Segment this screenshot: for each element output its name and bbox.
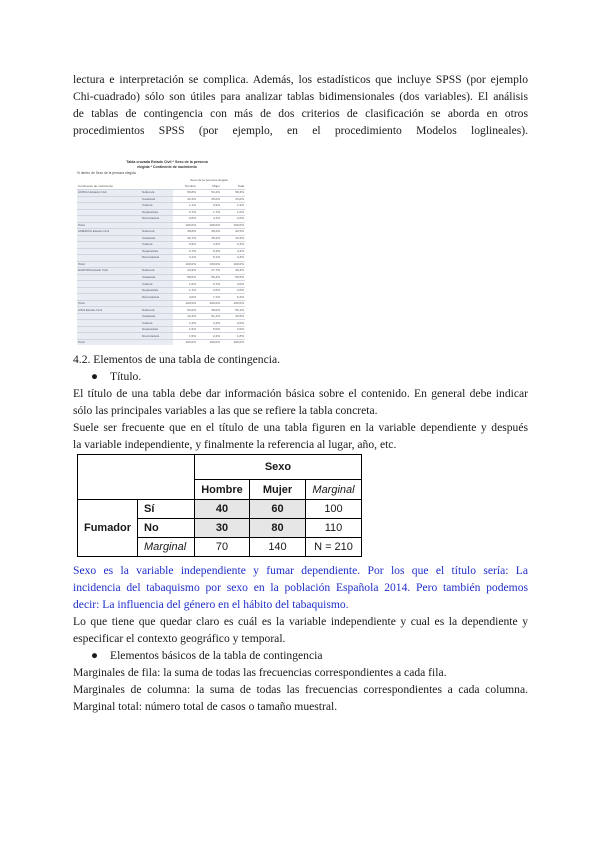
spss-cell: 45,4% xyxy=(197,235,221,242)
spss-cell: Casado/a xyxy=(141,313,173,320)
spss-cell: Viudo/a xyxy=(141,281,173,288)
spss-cell: Total xyxy=(77,339,141,345)
spss-subtitle: % dentro de Sexo de la persona elegida xyxy=(77,171,136,175)
cell-no-marginal: 110 xyxy=(306,519,362,538)
spss-cell: 43,4% xyxy=(173,313,197,320)
intro-line-4: procedimientos SPSS (por ejemplo, en el procedimiento Modelos loglineales). xyxy=(73,124,528,137)
spss-cell: 100,0% xyxy=(197,261,221,268)
spss-cell: 2,6% xyxy=(221,216,245,223)
spss-cell: 4,3% xyxy=(221,255,245,262)
table-row-marginal: Marginal xyxy=(138,538,195,557)
spss-cell: 6,4% xyxy=(221,294,245,301)
spss-cell: 35,0% xyxy=(197,196,221,203)
spss-cell: Casado/a xyxy=(141,235,173,242)
spss-cell: 38,0% xyxy=(197,307,221,314)
spss-cell: 50,1% xyxy=(221,307,245,314)
spss-cell: 43,3% xyxy=(221,235,245,242)
spss-cell: 3,4% xyxy=(197,320,221,327)
spss-header-cell: Hombre xyxy=(173,184,197,190)
spss-header-cell: Mujer xyxy=(197,184,221,190)
spss-cell: 1,6% xyxy=(173,281,197,288)
spss-cell: 3,9% xyxy=(197,203,221,210)
blue-line-2: incidencia del tabaquismo por sexo en la población Española 2014. Pero también podemos xyxy=(73,581,528,594)
spss-cell: Viudo/a xyxy=(141,320,173,327)
spss-cell: 0,6% xyxy=(173,216,197,223)
spss-cell: 1,5% xyxy=(173,333,197,340)
cell-marginal-mujer: 140 xyxy=(250,538,306,557)
cell-si-hombre: 40 xyxy=(195,500,250,519)
spss-cell: 27,7% xyxy=(197,268,221,275)
spss-cell: 1,8% xyxy=(221,333,245,340)
section-heading: 4.2. Elementos de una tabla de contingencia. xyxy=(73,353,281,366)
spss-cell: 1,1% xyxy=(173,203,197,210)
spss-cell: 100,0% xyxy=(173,261,197,268)
spss-cell: 0,7% xyxy=(173,209,197,216)
marginal-total: Marginal total: número total de casos o tamaño muestral. xyxy=(73,700,338,713)
spss-cell: Divorciado/a xyxy=(141,255,173,262)
spss-cell: 56,3% xyxy=(197,274,221,281)
spss-cell: 7,1% xyxy=(197,294,221,301)
spss-cell: 2,4% xyxy=(197,333,221,340)
spss-cell: 3,1% xyxy=(173,255,197,262)
spss-cell: 34,9% xyxy=(173,268,197,275)
spss-cell: EUROPA Estado Civil xyxy=(77,268,141,275)
spss-cell: Soltero/a xyxy=(141,190,173,197)
spss-cell: 40,7% xyxy=(173,235,197,242)
spss-cell: 33,0% xyxy=(221,196,245,203)
spss-caption-2: elegida * Continente de nacimiento xyxy=(137,165,197,169)
spss-cell: 100,0% xyxy=(221,261,245,268)
spss-cell: 2,0% xyxy=(221,320,245,327)
table-row-no: No xyxy=(138,519,195,538)
intro-line-1: lectura e interpretación se complica. Además, los estadísticos que incluye SPSS (por ejemplo xyxy=(73,73,528,86)
spss-cell: 58,6% xyxy=(173,274,197,281)
spss-cell: 100,0% xyxy=(173,300,197,307)
table-row-fumador: Fumador xyxy=(78,500,138,557)
spss-cell: 100,0% xyxy=(221,300,245,307)
spss-cell: Total xyxy=(77,300,141,307)
spss-row xyxy=(77,339,245,345)
spss-cell: 54,4% xyxy=(197,190,221,197)
blue-line-3: decir: La influencia del género en el hábito del tabaquismo. xyxy=(73,598,349,611)
spss-table xyxy=(77,178,245,345)
spss-cell: 42,5% xyxy=(221,229,245,236)
blue-line-1: Sexo es la variable independiente y fumar dependiente. Por los que el título sería: La xyxy=(73,564,528,577)
bullet-title: Título. xyxy=(110,370,142,383)
bullet-dot: ● xyxy=(91,370,99,383)
spss-cell: Total xyxy=(77,261,141,268)
spss-cell: 5,4% xyxy=(197,248,221,255)
spss-cell: 1,1% xyxy=(173,287,197,294)
spss-cell: 58,4% xyxy=(221,190,245,197)
bullet-elements: Elementos básicos de la tabla de contingencia xyxy=(110,649,323,662)
p1-line-2: sólo las principales variables a las que se refiere la tabla concreta. xyxy=(73,404,378,417)
spss-cell: 4,1% xyxy=(197,216,221,223)
spss-cell: Total xyxy=(77,222,141,229)
contingency-table xyxy=(77,454,362,557)
spss-cell: ÁFRICA Estado Civil xyxy=(77,190,141,197)
spss-cell: 4,0% xyxy=(221,281,245,288)
cell-marginal-hombre: 70 xyxy=(195,538,250,557)
spss-cell: 56,5% xyxy=(221,274,245,281)
spss-cell: Viudo/a xyxy=(141,203,173,210)
spss-cell: 48,8% xyxy=(173,229,197,236)
spss-cell: 43,5% xyxy=(221,313,245,320)
p2-line-1: Suele ser frecuente que en el título de una tabla figuren en la variable dependiente y después xyxy=(73,421,528,434)
spss-cell: 5,7% xyxy=(197,281,221,288)
spss-cell: Separado/a xyxy=(141,326,173,333)
spss-cell: Separado/a xyxy=(141,209,173,216)
marginal-columns: Marginales de columna: la suma de todas las frecuencias correspondientes a cada columna. xyxy=(73,683,528,696)
intro-line-2: Chi-cuadrado) sólo son útiles para analizar tablas bidimensionales (dos variables). El análisis xyxy=(73,90,528,103)
spss-cell: Divorciado/a xyxy=(141,216,173,223)
spss-cell: 1,2% xyxy=(173,320,197,327)
cell-si-mujer: 60 xyxy=(250,500,306,519)
marginal-rows: Marginales de fila: la suma de todas las frecuencias correspondientes a cada fila. xyxy=(73,666,447,679)
spss-cell: 1,9% xyxy=(221,203,245,210)
spss-cell: Casado/a xyxy=(141,196,173,203)
spss-cell: Divorciado/a xyxy=(141,294,173,301)
spss-cell: Soltero/a xyxy=(141,307,173,314)
spss-cell: 59,8% xyxy=(173,190,197,197)
cell-no-mujer: 80 xyxy=(250,519,306,538)
spss-cell: Viudo/a xyxy=(141,242,173,249)
spss-cell: 0,9% xyxy=(173,242,197,249)
table-header-sexo: Sexo xyxy=(195,455,362,480)
spss-cell: 100,0% xyxy=(173,339,197,345)
spss-cell: 2,7% xyxy=(173,248,197,255)
table-corner xyxy=(78,455,195,500)
cell-total: N = 210 xyxy=(306,538,362,557)
spss-cell: Soltero/a xyxy=(141,229,173,236)
cell-no-hombre: 30 xyxy=(195,519,250,538)
spss-cell: 1,0% xyxy=(221,209,245,216)
spss-cell: 51,2% xyxy=(197,313,221,320)
table-header-hombre: Hombre xyxy=(195,480,250,500)
spss-cell xyxy=(141,339,173,345)
spss-header-cell: Continente de nacimiento xyxy=(77,184,141,190)
spss-cell: 2,3% xyxy=(221,242,245,249)
spss-cell: 5,1% xyxy=(197,255,221,262)
intro-line-3: de tablas de contingencia con más de dos criterios de clasificación se aborda en otros xyxy=(73,107,528,120)
spss-cell: Separado/a xyxy=(141,248,173,255)
spss-header-cell: Total xyxy=(221,184,245,190)
spss-cell: 2,0% xyxy=(221,287,245,294)
spss-crosstab-image xyxy=(77,160,257,347)
spss-cell: 100,0% xyxy=(173,222,197,229)
after-line-1: Lo que tiene que quedar claro es cuál es la variable independiente y cual es la dependiente y xyxy=(73,615,528,628)
spss-cell: ASIA Estado Civil xyxy=(77,307,141,314)
table-header-marginal: Marginal xyxy=(306,480,362,500)
spss-cell: Soltero/a xyxy=(141,268,173,275)
spss-cell: 4,0% xyxy=(173,294,197,301)
spss-cell: 100,0% xyxy=(197,222,221,229)
spss-cell: 2,6% xyxy=(221,326,245,333)
spss-cell: Divorciado/a xyxy=(141,333,173,340)
spss-cell: 2,6% xyxy=(197,287,221,294)
cell-si-marginal: 100 xyxy=(306,500,362,519)
spss-cell: 4,3% xyxy=(221,248,245,255)
after-line-2: especificar el contexto geográfico y temporal. xyxy=(73,632,286,645)
spss-cell: Separado/a xyxy=(141,287,173,294)
spss-cell: 52,0% xyxy=(173,307,197,314)
spss-cell: 100,0% xyxy=(197,339,221,345)
spss-cell: 100,0% xyxy=(197,300,221,307)
spss-caption-1: Tabla cruzada Estado Civil * Sexo de la persona xyxy=(126,160,208,164)
spss-cell: 5,0% xyxy=(197,326,221,333)
table-header-mujer: Mujer xyxy=(250,480,306,500)
spss-cell: 30,4% xyxy=(221,268,245,275)
p1-line-1: El título de una tabla debe dar información básica sobre el contenido. En general debe indicar xyxy=(73,387,528,400)
spss-cell: 1,9% xyxy=(173,326,197,333)
table-row-si: Sí xyxy=(138,500,195,519)
spss-cell: 3,3% xyxy=(197,242,221,249)
spss-cell: 100,0% xyxy=(221,222,245,229)
spss-cell: 38,2% xyxy=(197,229,221,236)
bullet-dot-2: ● xyxy=(91,649,99,662)
spss-cell: 32,2% xyxy=(173,196,197,203)
spss-cell: AMÉRICA Estado Civil xyxy=(77,229,141,236)
p2-line-2: la variable independiente, y finalmente la referencia al lugar, año, etc. xyxy=(73,438,397,451)
spss-cell: 100,0% xyxy=(221,339,245,345)
spss-cell: Casado/a xyxy=(141,274,173,281)
spss-col-super: Sexo de la persona elegida xyxy=(173,178,245,184)
spss-cell: 1,7% xyxy=(197,209,221,216)
